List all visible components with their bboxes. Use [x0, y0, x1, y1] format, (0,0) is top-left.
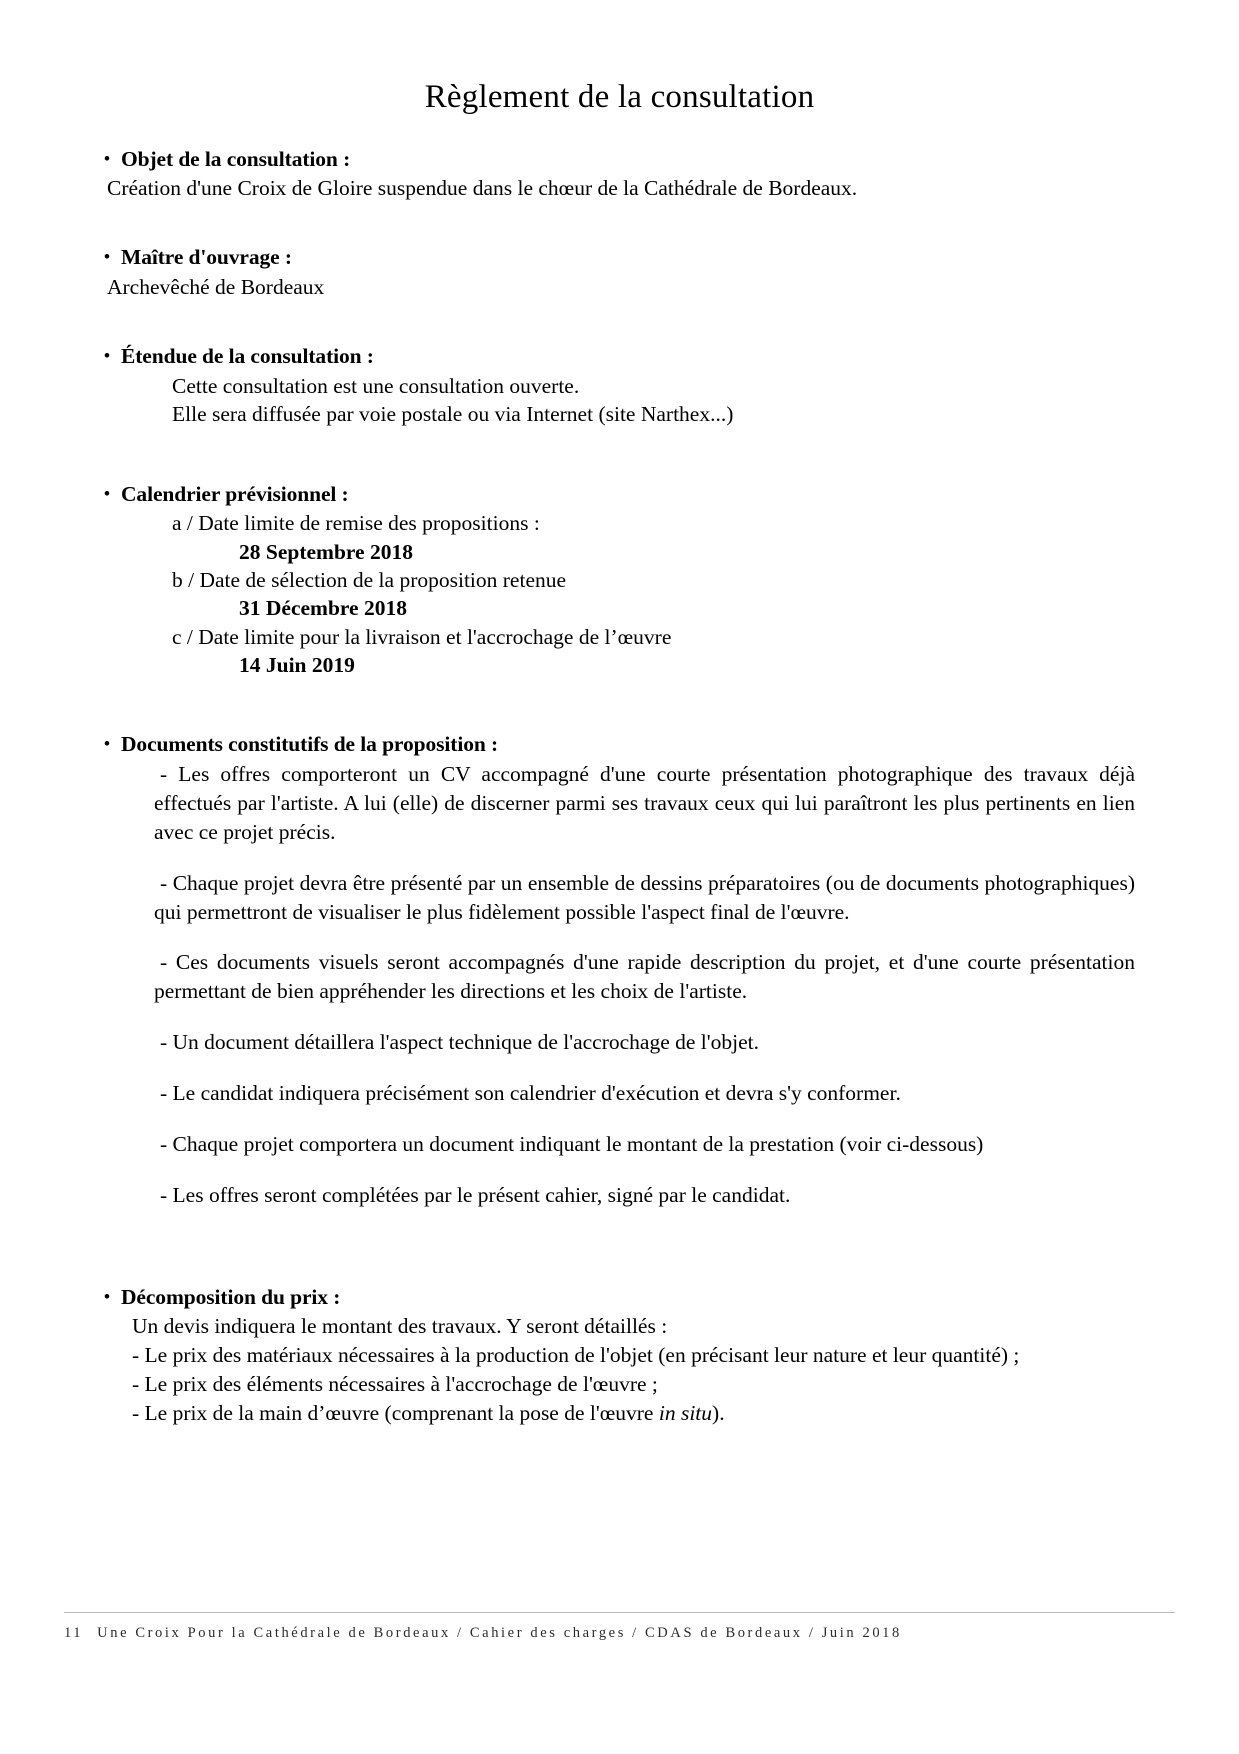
prix-item-before: - Le prix de la main d’œuvre (comprenant la pose de l'œuvre — [132, 1401, 659, 1426]
bullet-icon: • — [104, 247, 110, 267]
bullet-icon: • — [104, 734, 110, 754]
section-heading-text: Maître d'ouvrage : — [121, 245, 292, 270]
bullet-icon: • — [104, 148, 110, 168]
footer-line — [64, 1625, 1175, 1642]
prix-item: - Le prix des éléments nécessaires à l'accrochage de l'œuvre ; — [132, 1372, 658, 1397]
calendrier-item-date: 28 Septembre 2018 — [239, 539, 413, 564]
documents-paragraph: - Chaque projet comportera un document indiquant le montant de la prestation (voir ci-dessous) — [160, 1132, 984, 1157]
section-heading-objet — [104, 146, 1135, 174]
etendue-line-2: Elle sera diffusée par voie postale ou via Internet (site Narthex...) — [172, 402, 734, 427]
section-objet — [104, 146, 1135, 203]
calendrier-item-label: c / Date limite pour la livraison et l'accrochage de l’œuvre — [172, 624, 672, 649]
documents-paragraph: - Les offres comporteront un CV accompagné d'une courte présentation photographique des travaux déjà effectués par l'artiste. A lui (elle) de discerner parmi ses travaux ceux qui lui paraîtront les plus pertinents en lien avec ce projet précis. — [154, 761, 1135, 844]
documents-paragraph: - Le candidat indiquera précisément son calendrier d'exécution et devra s'y conformer. — [160, 1081, 901, 1106]
section-heading-text: Étendue de la consultation : — [121, 344, 374, 369]
footer-caption: Une Croix Pour la Cathédrale de Bordeaux / Cahier des charges / CDAS de Bordeaux / Juin 2018 — [97, 1625, 902, 1641]
documents-paragraph: - Un document détaillera l'aspect technique de l'accrochage de l'objet. — [160, 1030, 760, 1055]
prix-intro: Un devis indiquera le montant des travaux. Y seront détaillés : — [132, 1314, 668, 1339]
section-maitre-ouvrage — [104, 244, 1135, 301]
page-footer — [64, 1612, 1175, 1642]
section-heading-etendue — [104, 343, 1135, 371]
etendue-line-1: Cette consultation est une consultation ouverte. — [172, 373, 580, 398]
section-heading-maitre-ouvrage — [104, 244, 1135, 272]
section-heading-text: Calendrier prévisionnel : — [121, 481, 349, 506]
footer-divider — [64, 1612, 1175, 1613]
section-heading-calendrier — [104, 481, 1135, 509]
calendrier-item-label: a / Date limite de remise des propositions : — [172, 511, 540, 536]
section-etendue — [104, 343, 1135, 428]
documents-paragraph: - Ces documents visuels seront accompagnés d'une rapide description du projet, et d'une courte présentation permettant de bien appréhender les directions et les choix de l'artiste. — [154, 950, 1135, 1004]
section-heading-documents-constitutifs — [104, 731, 1135, 759]
prix-item-after: ). — [712, 1401, 725, 1426]
section-heading-text: Décomposition du prix : — [121, 1284, 341, 1309]
section-calendrier — [104, 481, 1135, 680]
documents-paragraph: - Chaque projet devra être présenté par un ensemble de dessins préparatoires (ou de documents photographiques) qui permettront de visualiser le plus fidèlement possible l'aspect final de l'œuvre. — [154, 870, 1135, 924]
prix-item-latin: in situ — [658, 1401, 713, 1426]
calendrier-item-date: 14 Juin 2019 — [239, 653, 355, 678]
section-heading-text: Documents constitutifs de la proposition : — [121, 732, 499, 757]
section-heading-text: Objet de la consultation : — [121, 146, 351, 171]
prix-item-italic — [104, 1399, 1135, 1428]
bullet-icon: • — [104, 483, 110, 503]
prix-item: - Le prix des matériaux nécessaires à la production de l'objet (en précisant leur nature et leur quantité) ; — [132, 1343, 1020, 1368]
objet-line-1: Création d'une Croix de Gloire suspendue dans le chœur de la Cathédrale de Bordeaux. — [107, 176, 858, 201]
bullet-icon: • — [104, 346, 110, 366]
section-decomposition-prix — [104, 1284, 1135, 1428]
maitre-ouvrage-line-1: Archevêché de Bordeaux — [107, 275, 325, 299]
calendrier-item-date: 31 Décembre 2018 — [239, 596, 407, 621]
bullet-icon: • — [104, 1286, 110, 1306]
section-heading-decomposition-prix — [104, 1284, 1135, 1312]
page-title: Règlement de la consultation — [424, 79, 815, 115]
section-documents-constitutifs — [104, 731, 1135, 1209]
documents-paragraph: - Les offres seront complétées par le présent cahier, signé par le candidat. — [160, 1182, 791, 1207]
footer-page-number: 11 — [64, 1625, 84, 1641]
calendrier-item-label: b / Date de sélection de la proposition retenue — [172, 567, 567, 592]
